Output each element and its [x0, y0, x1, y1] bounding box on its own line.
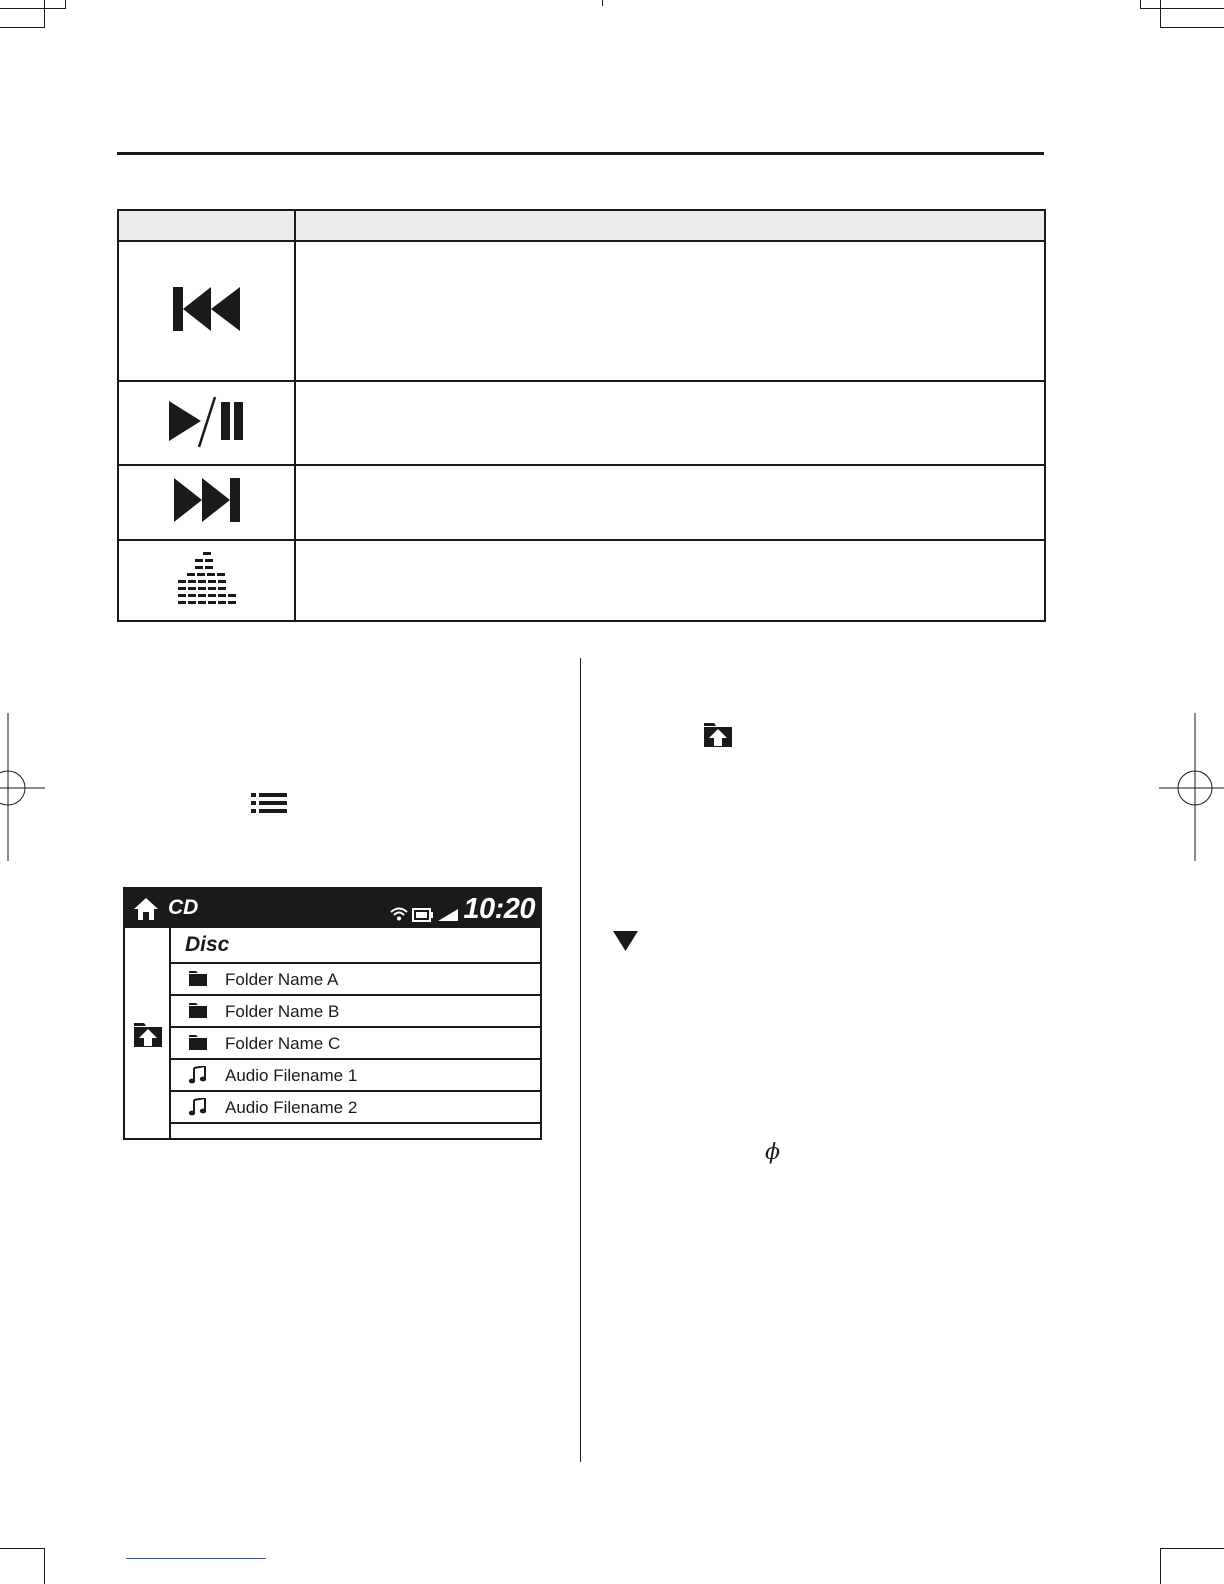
table-cell-description: [295, 241, 1045, 381]
phi-symbol: ϕ: [765, 1140, 780, 1165]
wifi-icon: [390, 907, 408, 921]
table-row: [118, 381, 1045, 465]
registration-crosshair-left: [0, 713, 46, 861]
list-item-label: Folder Name B: [225, 1002, 340, 1021]
table-header-icon: [118, 210, 295, 241]
table-cell-description: [295, 381, 1045, 465]
table-row: [118, 540, 1045, 621]
footer-link-underline[interactable]: [126, 1558, 266, 1559]
list-item-audio[interactable]: [171, 1060, 540, 1092]
table-row: [118, 241, 1045, 381]
skip-previous-icon: [171, 286, 243, 332]
list-item-label: Folder Name C: [225, 1034, 341, 1053]
screen-sidebar: [125, 928, 171, 1140]
equalizer-icon: [176, 550, 238, 606]
folder-icon: [188, 1002, 208, 1019]
list-item-label: Folder Name A: [225, 970, 339, 989]
play-pause-icon: [167, 393, 247, 449]
battery-icon: [412, 908, 434, 922]
music-note-icon: [188, 1066, 208, 1084]
folder-up-button[interactable]: [133, 1022, 163, 1048]
table-cell-description: [295, 540, 1045, 621]
cd-browse-screen: [123, 887, 542, 1140]
list-heading-label: Disc: [185, 933, 230, 956]
list-item-audio[interactable]: [171, 1092, 540, 1124]
list-item-folder[interactable]: [171, 964, 540, 996]
skip-next-icon: [171, 477, 243, 523]
screen-title: CD: [168, 896, 199, 919]
folder-up-icon: [703, 722, 733, 748]
list-item-label: Audio Filename 1: [225, 1066, 358, 1085]
folder-icon: [188, 970, 208, 987]
table-header-function: [295, 210, 1045, 241]
screen-clock: 10:20: [463, 893, 535, 925]
table-row: [118, 465, 1045, 540]
header-rule: [117, 152, 1044, 155]
music-note-icon: [188, 1098, 208, 1116]
table-cell-description: [295, 465, 1045, 540]
screen-list: [171, 928, 540, 1138]
list-item-label: Audio Filename 2: [225, 1098, 358, 1117]
triangle-down-icon: [612, 930, 639, 952]
list-heading: [171, 928, 540, 964]
list-item-folder[interactable]: [171, 1028, 540, 1060]
folder-icon: [188, 1034, 208, 1051]
home-icon[interactable]: [133, 897, 159, 921]
list-icon: [251, 792, 287, 814]
signal-icon: [437, 908, 459, 922]
column-divider: [580, 658, 581, 1462]
list-item-folder[interactable]: [171, 996, 540, 1028]
screen-header: [125, 889, 540, 928]
registration-crosshair-right: [1159, 713, 1224, 861]
controls-table: [117, 209, 1046, 621]
